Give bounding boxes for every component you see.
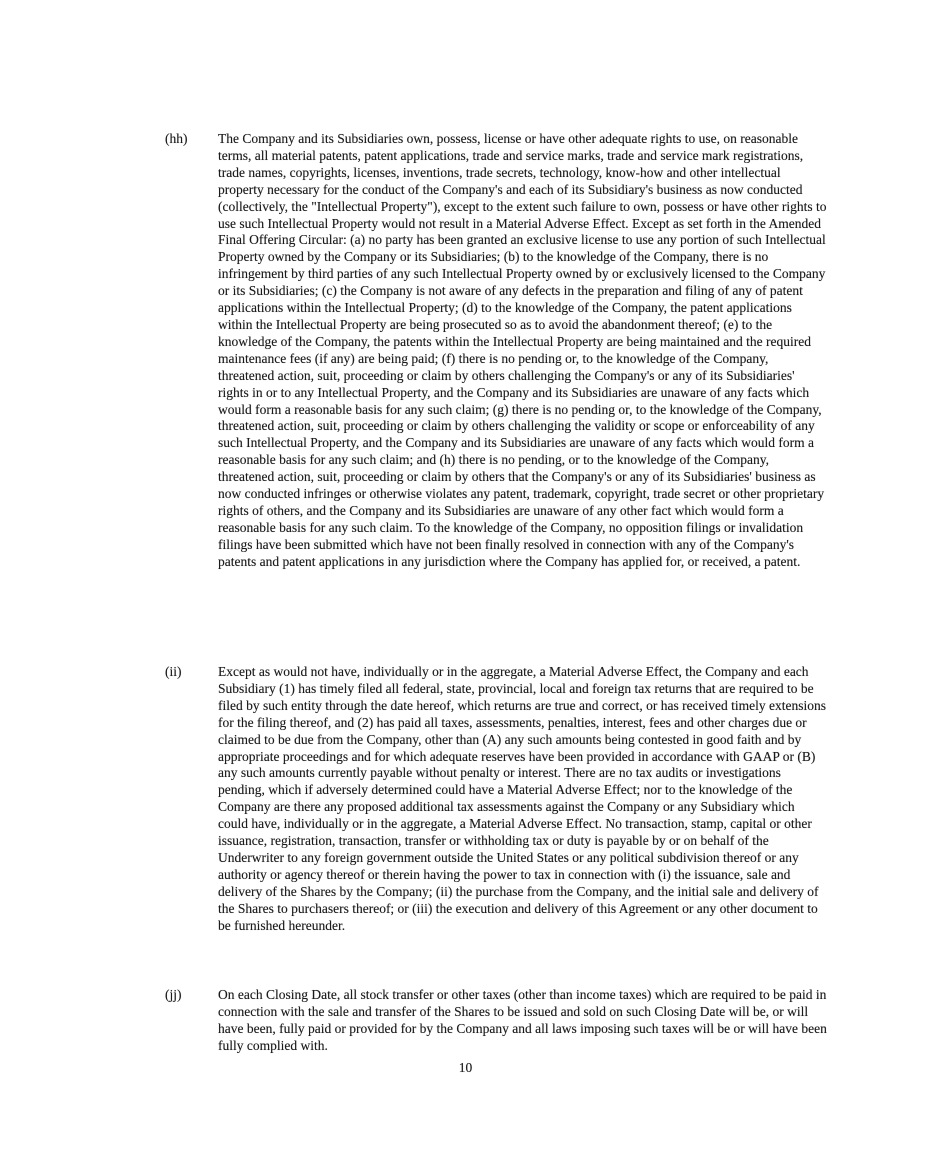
paragraph-label: (jj) (165, 987, 182, 1002)
paragraph-jj (165, 987, 827, 1055)
paragraph-text: On each Closing Date, all stock transfer or other taxes (other than income taxes) which are required to be paid in connection with the sale and transfer of the Shares to be issued and sold on such Closing Date will be, or will have been, fully paid or provided for by the Company and all laws imposing such taxes will be or will have been fully complied with. (218, 987, 827, 1053)
paragraph-label: (hh) (165, 131, 188, 146)
paragraph-ii (165, 664, 827, 935)
paragraph-text: Except as would not have, individually or in the aggregate, a Material Adverse Effect, the Company and each Subsidiary (1) has timely filed all federal, state, provincial, local and foreign tax returns that are required to be filed by such entity through the date hereof, which returns are true and correct, or has received timely extensions for the filing thereof, and (2) has paid all taxes, assessments, penalties, interest, fees and other charges due or claimed to be due from the Company, other than (A) any such amounts being contested in good faith and by appropriate proceedings and for which adequate reserves have been provided in accordance with GAAP or (B) any such amounts currently payable without penalty or interest. There are no tax audits or investigations pending, which if adversely determined could have a Material Adverse Effect; nor to the knowledge of the Company are there any proposed additional tax assessments against the Company or any Subsidiary which could have, individually or in the aggregate, a Material Adverse Effect. No transaction, stamp, capital or other issuance, registration, transaction, transfer or withholding tax or duty is payable by or on behalf of the Underwriter to any foreign government outside the United States or any political subdivision thereof or any authority or agency thereof or therein having the power to tax in connection with (i) the issuance, sale and delivery of the Shares by the Company; (ii) the purchase from the Company, and the initial sale and delivery of the Shares to purchasers thereof; or (iii) the execution and delivery of this Agreement or any other document to be furnished hereunder. (218, 664, 827, 933)
paragraph-hh (165, 131, 827, 571)
paragraph-text: The Company and its Subsidiaries own, possess, license or have other adequate rights to use, on reasonable terms, all material patents, patent applications, trade and service marks, trade and service mark registrations, trade names, copyrights, licenses, inventions, trade secrets, technology, know-how and other intellectual property necessary for the conduct of the Company's and each of its Subsidiary's business as now conducted (collectively, the "Intellectual Property"), except to the extent such failure to own, possess or have other rights to use such Intellectual Property would not result in a Material Adverse Effect. Except as set forth in the Amended Final Offering Circular: (a) no party has been granted an exclusive license to use any portion of such Intellectual Property owned by the Company or its Subsidiaries; (b) to the knowledge of the Company, there is no infringement by third parties of any such Intellectual Property owned by or exclusively licensed to the Company or its Subsidiaries; (c) the Company is not aware of any defects in the preparation and filing of any of patent applications within the Intellectual Property; (d) to the knowledge of the Company, the patent applications within the Intellectual Property are being prosecuted so as to avoid the abandonment thereof; (e) to the knowledge of the Company, the patents within the Intellectual Property are being maintained and the required maintenance fees (if any) are being paid; (f) there is no pending or, to the knowledge of the Company, threatened action, suit, proceeding or claim by others challenging the Company's or any of its Subsidiaries' rights in or to any Intellectual Property, and the Company and its Subsidiaries are unaware of any facts which would form a reasonable basis for any such claim; (g) there is no pending or, to the knowledge of the Company, threatened action, suit, proceeding or claim by others challenging the validity or scope or enforceability of any such Intellectual Property, and the Company and its Subsidiaries are unaware of any facts which would form a reasonable basis for any such claim; and (h) there is no pending, or to the knowledge of the Company, threatened action, suit, proceeding or claim by others that the Company's or any of its Subsidiaries' business as now conducted infringes or otherwise violates any patent, trademark, copyright, trade secret or other proprietary rights of others, and the Company and its Subsidiaries are unaware of any other fact which would form a reasonable basis for any such claim. To the knowledge of the Company, no opposition filings or invalidation filings have been submitted which have not been finally resolved in connection with any of the Company's patents and patent applications in any jurisdiction where the Company has applied for, or received, a patent. (218, 131, 827, 569)
paragraph-label: (ii) (165, 664, 182, 679)
page-number: 10 (458, 1060, 473, 1075)
